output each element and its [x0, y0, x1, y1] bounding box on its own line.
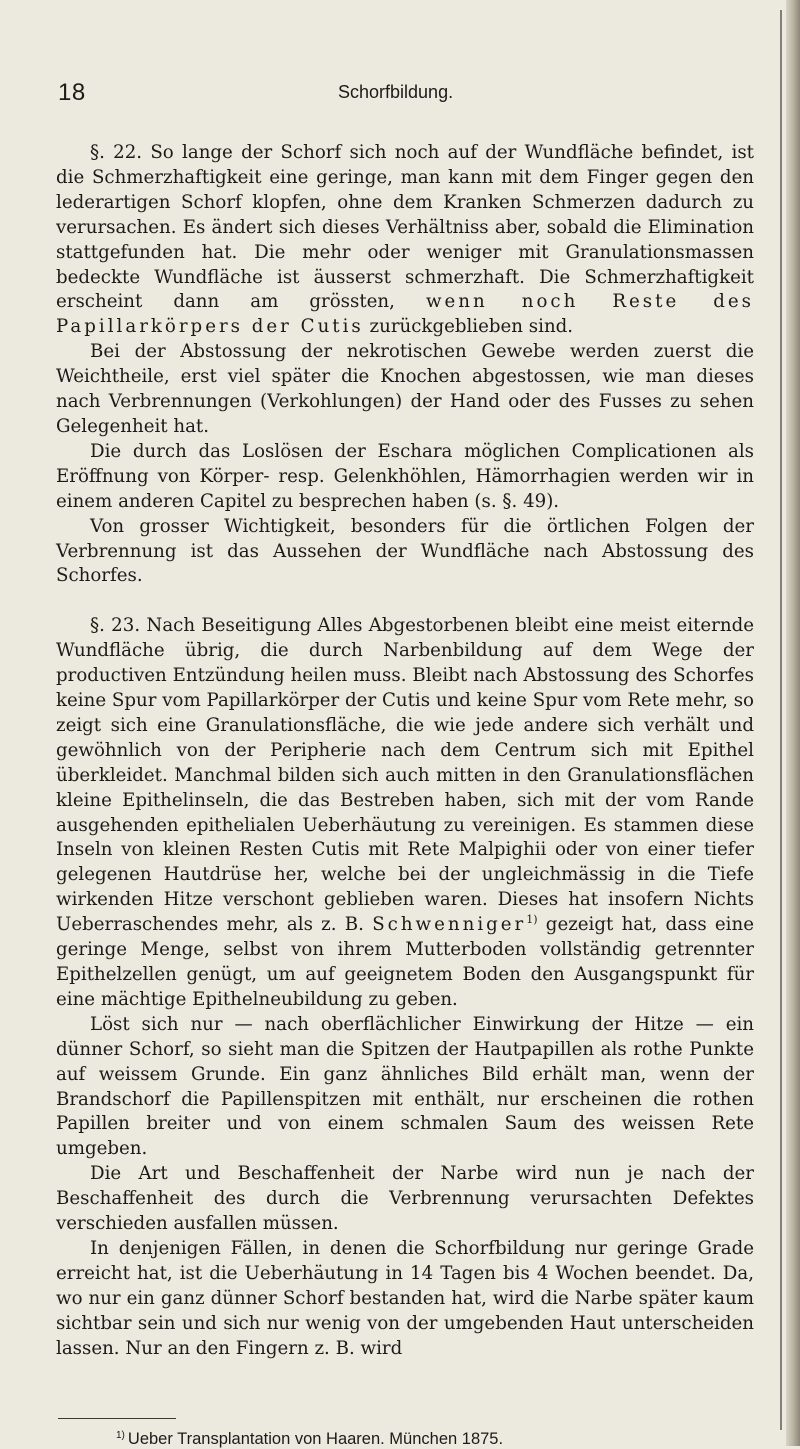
page-edge	[786, 0, 800, 1446]
paragraph-s23-2: Löst sich nur — nach oberflächlicher Einwirkung der Hitze — ein dünner Schorf, so sieht man die Spitzen der Hautpapillen als rothe Punkte auf weissem Grunde. Ein ganz ähnliches Bild erhält man, wenn der Brandschorf die Papillenspitzen mit enthält, nur erscheinen die rothen Papillen breiter und von einem schmalen Saum des weissen Rete umgeben.	[56, 1013, 754, 1160]
paragraph-s22-2: Bei der Abstossung der nekrotischen Gewebe werden zuerst die Weichtheile, erst viel später die Knochen abgestossen, wie man dieses nach Verbrennungen (Verkohlungen) der Hand oder des Fusses zu sehen Gelegenheit hat.	[56, 341, 754, 437]
footnote-text: Ueber Transplantation von Haaren. München 1875.	[127, 1430, 504, 1448]
paragraph-s23-3: Die Art und Beschaffenheit der Narbe wird nun je nach der Beschaffenheit des durch die Verbrennung verursachten Defektes verschieden ausfallen müssen.	[56, 1163, 754, 1235]
footnote-rule	[58, 1418, 176, 1419]
paragraph-text: gezeigt hat, dass eine geringe Menge, selbst von ihrem Mutterboden vollständig getrennter Epithelzellen genügt, um auf geeignetem Boden den Ausgangspunkt für eine mächtige Epithelneubildung zu geben.	[56, 914, 754, 1010]
paragraph-s23-1	[56, 614, 754, 1013]
running-title: Schorfbildung.	[338, 82, 454, 102]
footnote-reference[interactable]: 1)	[526, 913, 538, 927]
paragraph-s22-3: Die durch das Loslösen der Eschara möglichen Complicationen als Eröffnung von Körper- resp. Gelenkhöhlen, Hämorrhagien werden wir in einem anderen Capitel zu besprechen haben (s. §. 49).	[56, 440, 754, 512]
footnote-mark: 1)	[116, 1429, 125, 1441]
emphasized-text: wenn noch Reste des Papillarkörpers der Cutis	[56, 291, 754, 338]
paragraph-text: §. 23. Nach Beseitigung Alles Abgestorbenen bleibt eine meist eiternde Wundfläche übrig, die durch Narbenbildung auf dem Wege der productiven Entzündung heilen muss. Bleibt nach Abstossung des Schorfes keine Spur vom Papillarkörper der Cutis und keine Spur vom Rete mehr, so zeigt sich eine Granulationsfläche, die wie jede andere sich verhält und gewöhnlich von der Peripherie nach dem Centrum sich mit Epithel überkleidet. Manchmal bilden sich auch mitten in den Granulationsflächen kleine Epithelinseln, die das Bestreben haben, sich mit der vom Rande ausgehenden epithelialen Ueberhäutung zu vereinigen. Es stammen diese Inseln von kleinen Resten Cutis mit Rete Malpighii oder von einer tiefer gelegenen Hautdrüse her, welche bei der ungleichmässig in die Tiefe wirkenden Hitze verschont geblieben waren. Dieses hat insofern Nichts Ueberraschendes mehr, als z. B.	[56, 615, 754, 936]
footnote	[116, 1430, 756, 1449]
paragraph-s22-1	[56, 141, 754, 340]
section-gap	[56, 589, 754, 614]
author-name: Schwenniger	[372, 914, 527, 936]
paragraph-s23-4: In denjenigen Fällen, in denen die Schorfbildung nur geringe Grade erreicht hat, ist die Ueberhäutung in 14 Tagen bis 4 Wochen beendet. Da, wo nur ein ganz dünner Schorf bestanden hat, wird die Narbe später kaum sichtbar sein und sich nur wenig von der umgebenden Haut unterscheiden lassen. Nur an den Fingern z. B. wird	[56, 1237, 754, 1359]
page-header	[0, 76, 800, 110]
body-text	[56, 141, 754, 1362]
page-edge-line	[780, 10, 782, 1430]
paragraph-text: §. 22. So lange der Schorf sich noch auf der Wundfläche befindet, ist die Schmerzhaftigkeit eine geringe, man kann mit dem Finger gegen den lederartigen Schorf klopfen, ohne dem Kranken Schmerzen dadurch zu verursachen. Es ändert sich dieses Verhältniss aber, sobald die Elimination stattgefunden hat. Die mehr oder weniger mit Granulationsmassen bedeckte Wundfläche ist äusserst schmerzhaft. Die Schmerzhaftigkeit erscheint dann am grössten,	[56, 142, 754, 313]
page-number: 18	[58, 79, 86, 106]
paragraph-s22-4: Von grosser Wichtigkeit, besonders für die örtlichen Folgen der Verbrennung ist das Aussehen der Wundfläche nach Abstossung des Schorfes.	[56, 515, 754, 587]
paragraph-text: zurückgeblieben sind.	[363, 316, 574, 338]
